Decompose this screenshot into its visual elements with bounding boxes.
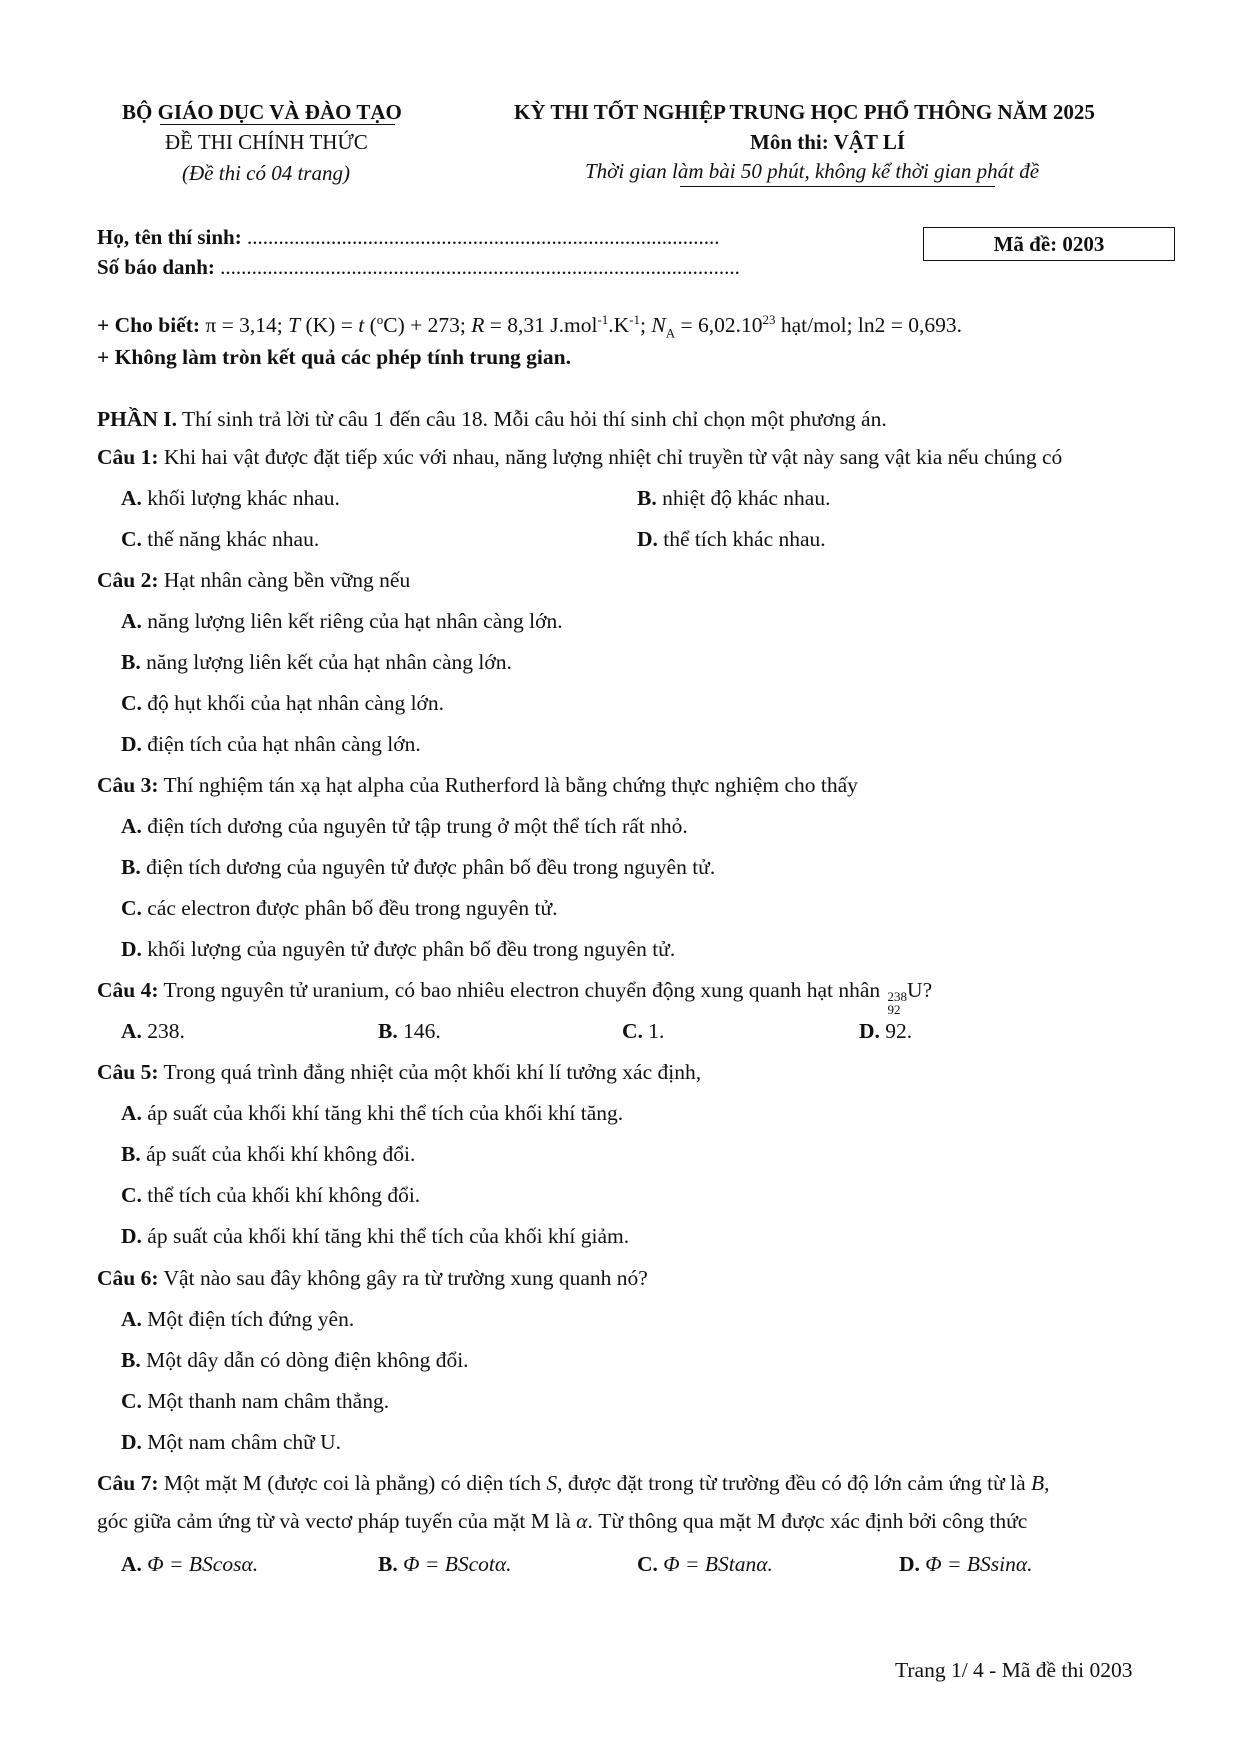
candidate-id-label: Số báo danh: ...................................................................................................: [97, 255, 740, 279]
q4-option-a: A. 238.: [121, 1019, 185, 1043]
q4-option-d: D. 92.: [859, 1019, 913, 1043]
q2-option-c: C. độ hụt khối của hạt nhân càng lớn.: [121, 691, 445, 715]
q6-option-c: C. Một thanh nam châm thẳng.: [121, 1389, 390, 1413]
q3-option-b: B. điện tích dương của nguyên tử được phân bố đều trong nguyên tử.: [121, 855, 716, 879]
given-constants: + Cho biết: π = 3,14; T (K) = t ($^o$C) + 273; R = 8,31 $J.mol^{-1}.K^{-1}$; $N_A = 6,02.10^{23}$ hạt/mol; ln2 = 0,693.: [97, 312, 963, 341]
question-6: Câu 6: Vật nào sau đây không gây ra từ trường xung quanh nó?: [97, 1266, 648, 1290]
question-7-line2: góc giữa cảm ứng từ và vectơ pháp tuyến của mặt M là α. Từ thông qua mặt M được xác định bởi công thức: [97, 1509, 1028, 1533]
question-7: Câu 7: Một mặt M (được coi là phẳng) có diện tích S, được đặt trong từ trường đều có độ lớn cảm ứng từ là B,: [97, 1471, 1050, 1495]
q7-option-a: A. Φ = BScosα.: [121, 1552, 259, 1576]
q6-option-b: B. Một dây dẫn có dòng điện không đổi.: [121, 1348, 469, 1372]
q5-option-a: A. áp suất của khối khí tăng khi thể tích của khối khí tăng.: [121, 1101, 624, 1125]
q7-option-b: B. Φ = BScotα.: [378, 1552, 512, 1576]
candidate-name-label: Họ, tên thí sinh: ..........................................................................................: [97, 225, 720, 249]
q6-option-a: A. Một điện tích đứng yên.: [121, 1307, 355, 1331]
q1-option-c: C. thế năng khác nhau.: [121, 527, 320, 551]
candidate-name-field: ..........................................................................................: [246, 225, 720, 249]
ministry-underline: [160, 124, 395, 125]
rounding-note: + Không làm tròn kết quả các phép tính trung gian.: [97, 345, 571, 369]
question-2: Câu 2: Hạt nhân càng bền vững nếu: [97, 568, 411, 592]
uranium-nuclide-numbers: 238 92: [887, 989, 908, 1017]
q4-option-b: B. 146.: [378, 1019, 441, 1043]
ministry-name: BỘ GIÁO DỤC VÀ ĐÀO TẠO: [122, 100, 402, 124]
question-3: Câu 3: Thí nghiệm tán xạ hạt alpha của Rutherford là bằng chứng thực nghiệm cho thấy: [97, 773, 858, 797]
subject: Môn thi: VẬT LÍ: [750, 130, 906, 154]
q3-option-a: A. điện tích dương của nguyên tử tập trung ở một thể tích rất nhỏ.: [121, 814, 688, 838]
exam-code-box: Mã đề: 0203: [923, 227, 1175, 261]
q7-option-c: C. Φ = BStanα.: [637, 1552, 773, 1576]
official-label: ĐỀ THI CHÍNH THỨC: [165, 130, 368, 154]
q2-option-b: B. năng lượng liên kết của hạt nhân càng lớn.: [121, 650, 512, 674]
q4-option-c: C. 1.: [622, 1019, 665, 1043]
pages-note: (Đề thi có 04 trang): [182, 161, 350, 185]
part1-instruction: PHẦN I. Thí sinh trả lời từ câu 1 đến câu 18. Mỗi câu hỏi thí sinh chỉ chọn một phương án.: [97, 407, 887, 431]
q3-option-d: D. khối lượng của nguyên tử được phân bố đều trong nguyên tử.: [121, 937, 676, 961]
q7-option-d: D. Φ = BSsinα.: [899, 1552, 1033, 1576]
time-underline: [680, 186, 995, 187]
candidate-id-field: ...................................................................................................: [220, 255, 740, 279]
q1-option-b: B. nhiệt độ khác nhau.: [637, 486, 831, 510]
q2-option-a: A. năng lượng liên kết riêng của hạt nhân càng lớn.: [121, 609, 563, 633]
q3-option-c: C. các electron được phân bố đều trong nguyên tử.: [121, 896, 558, 920]
question-4: Câu 4: Trong nguyên tử uranium, có bao nhiêu electron chuyển động xung quanh hạt nhân 238 92 U?: [97, 978, 933, 1017]
q6-option-d: D. Một nam châm chữ U.: [121, 1430, 342, 1454]
q5-option-c: C. thể tích của khối khí không đổi.: [121, 1183, 421, 1207]
q2-option-d: D. điện tích của hạt nhân càng lớn.: [121, 732, 421, 756]
q5-option-b: B. áp suất của khối khí không đổi.: [121, 1142, 416, 1166]
q1-option-d: D. thể tích khác nhau.: [637, 527, 826, 551]
q5-option-d: D. áp suất của khối khí tăng khi thể tích của khối khí giảm.: [121, 1224, 630, 1248]
question-5: Câu 5: Trong quá trình đẳng nhiệt của một khối khí lí tưởng xác định,: [97, 1060, 702, 1084]
exam-title: KỲ THI TỐT NGHIỆP TRUNG HỌC PHỔ THÔNG NĂM 2025: [514, 100, 1095, 124]
time-note: Thời gian làm bài 50 phút, không kể thời gian phát đề: [585, 159, 1040, 183]
question-1: Câu 1: Khi hai vật được đặt tiếp xúc với nhau, năng lượng nhiệt chỉ truyền từ vật này sang vật kia nếu chúng có: [97, 445, 1063, 469]
page-footer: Trang 1/ 4 - Mã đề thi 0203: [895, 1658, 1133, 1682]
q1-option-a: A. khối lượng khác nhau.: [121, 486, 340, 510]
